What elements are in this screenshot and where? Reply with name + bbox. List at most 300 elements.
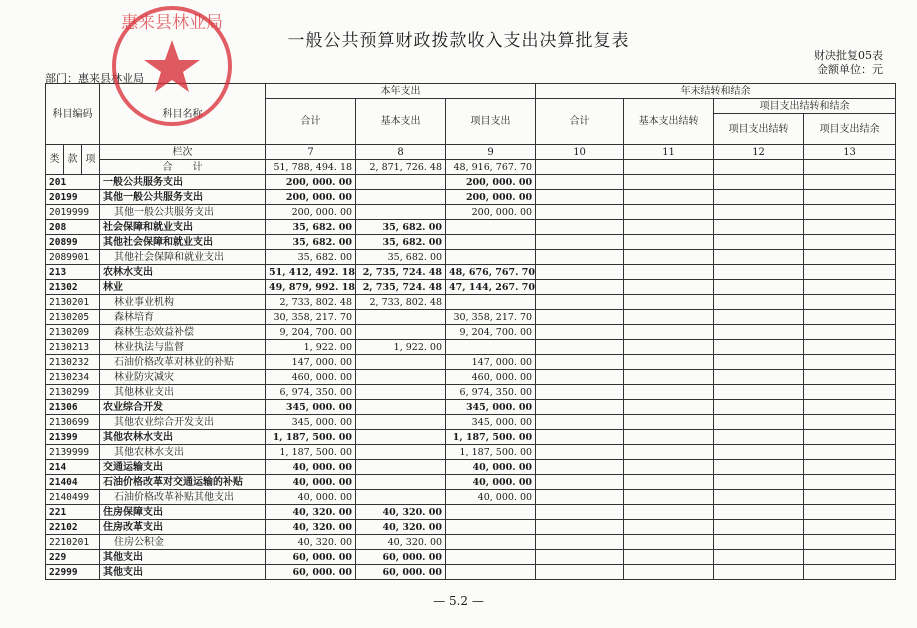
col-7: 7 xyxy=(266,145,356,160)
empty-cell xyxy=(536,565,624,580)
row-project: 1, 187, 500. 00 xyxy=(446,445,536,460)
row-name: 其他社会保障和就业支出 xyxy=(100,235,266,250)
row-code: 213 xyxy=(46,265,100,280)
empty-cell xyxy=(714,355,804,370)
row-total: 1, 187, 500. 00 xyxy=(266,430,356,445)
row-total: 60, 000. 00 xyxy=(266,550,356,565)
row-project: 200, 000. 00 xyxy=(446,205,536,220)
row-basic: 40, 320. 00 xyxy=(356,520,446,535)
row-total: 35, 682. 00 xyxy=(266,250,356,265)
form-number: 财决批复05表 xyxy=(814,49,883,62)
table-row xyxy=(46,460,896,475)
row-project: 47, 144, 267. 70 xyxy=(446,280,536,295)
empty-cell xyxy=(714,295,804,310)
row-name: 农林水支出 xyxy=(100,265,266,280)
table-row xyxy=(46,535,896,550)
grand-total-basic: 2, 871, 726. 48 xyxy=(356,160,446,175)
table-row xyxy=(46,205,896,220)
empty-cell xyxy=(536,310,624,325)
row-code: 21302 xyxy=(46,280,100,295)
table-row xyxy=(46,415,896,430)
row-total: 200, 000. 00 xyxy=(266,190,356,205)
table-row xyxy=(46,400,896,415)
table-row xyxy=(46,310,896,325)
empty-cell xyxy=(624,370,714,385)
empty-cell xyxy=(624,310,714,325)
row-code: 22999 xyxy=(46,565,100,580)
row-basic: 40, 320. 00 xyxy=(356,535,446,550)
empty-cell xyxy=(714,490,804,505)
row-basic xyxy=(356,175,446,190)
empty-cell xyxy=(536,520,624,535)
empty-cell xyxy=(804,310,896,325)
row-code: 2130232 xyxy=(46,355,100,370)
row-total: 200, 000. 00 xyxy=(266,205,356,220)
empty-cell xyxy=(804,565,896,580)
empty-cell xyxy=(624,550,714,565)
row-basic: 2, 733, 802. 48 xyxy=(356,295,446,310)
empty-cell xyxy=(714,340,804,355)
col-11: 11 xyxy=(624,145,714,160)
row-total: 345, 000. 00 xyxy=(266,415,356,430)
empty-cell xyxy=(804,205,896,220)
empty-cell xyxy=(714,400,804,415)
header-total2: 合计 xyxy=(536,99,624,145)
row-project: 48, 676, 767. 70 xyxy=(446,265,536,280)
empty-cell xyxy=(804,325,896,340)
row-name: 森林生态效益补偿 xyxy=(100,325,266,340)
table-row xyxy=(46,520,896,535)
header-basic: 基本支出 xyxy=(356,99,446,145)
empty-cell xyxy=(536,340,624,355)
empty-cell xyxy=(624,445,714,460)
table-row xyxy=(46,370,896,385)
empty-cell xyxy=(624,385,714,400)
empty-cell xyxy=(804,460,896,475)
empty-cell xyxy=(714,190,804,205)
empty-cell xyxy=(624,460,714,475)
empty-cell xyxy=(536,295,624,310)
row-total: 460, 000. 00 xyxy=(266,370,356,385)
row-project: 200, 000. 00 xyxy=(446,175,536,190)
row-name: 林业事业机构 xyxy=(100,295,266,310)
empty-cell xyxy=(624,415,714,430)
row-basic: 1, 922. 00 xyxy=(356,340,446,355)
row-total: 2, 733, 802. 48 xyxy=(266,295,356,310)
empty-cell xyxy=(804,265,896,280)
row-project xyxy=(446,220,536,235)
row-project: 6, 974, 350. 00 xyxy=(446,385,536,400)
row-total: 40, 000. 00 xyxy=(266,475,356,490)
empty-cell xyxy=(536,490,624,505)
header-kuan: 款 xyxy=(64,145,82,175)
row-name: 其他林业支出 xyxy=(100,385,266,400)
empty-cell xyxy=(536,385,624,400)
empty-cell xyxy=(536,190,624,205)
row-project xyxy=(446,235,536,250)
table-row xyxy=(46,445,896,460)
empty-cell xyxy=(714,385,804,400)
row-basic: 35, 682. 00 xyxy=(356,235,446,250)
empty-cell xyxy=(624,235,714,250)
row-project xyxy=(446,505,536,520)
empty-cell xyxy=(536,355,624,370)
empty-cell xyxy=(536,175,624,190)
row-project xyxy=(446,535,536,550)
row-total: 345, 000. 00 xyxy=(266,400,356,415)
empty-cell xyxy=(624,295,714,310)
row-project: 1, 187, 500. 00 xyxy=(446,430,536,445)
row-code: 2130234 xyxy=(46,370,100,385)
header-proj-surplus: 项目支出结余 xyxy=(804,114,896,145)
row-name: 石油价格改革对交通运输的补贴 xyxy=(100,475,266,490)
empty-cell xyxy=(714,220,804,235)
table-row xyxy=(46,490,896,505)
row-basic: 35, 682. 00 xyxy=(356,250,446,265)
empty-cell xyxy=(714,565,804,580)
empty-cell xyxy=(714,460,804,475)
row-code: 22102 xyxy=(46,520,100,535)
row-name: 其他一般公共服务支出 xyxy=(100,190,266,205)
amount-unit: 金额单位：元 xyxy=(817,63,883,76)
table-row xyxy=(46,565,896,580)
row-code: 2139999 xyxy=(46,445,100,460)
empty-cell xyxy=(536,265,624,280)
header-project-balance: 项目支出结转和结余 xyxy=(714,99,896,114)
empty-cell xyxy=(804,430,896,445)
row-code: 201 xyxy=(46,175,100,190)
empty-cell xyxy=(804,550,896,565)
row-project xyxy=(446,520,536,535)
row-basic xyxy=(356,310,446,325)
table-row xyxy=(46,190,896,205)
empty-cell xyxy=(714,280,804,295)
empty-cell xyxy=(804,190,896,205)
empty-cell xyxy=(624,175,714,190)
page-number: — 5.2 — xyxy=(433,594,484,608)
row-project: 345, 000. 00 xyxy=(446,415,536,430)
grand-total-total: 51, 788, 494. 18 xyxy=(266,160,356,175)
empty-cell xyxy=(804,220,896,235)
row-basic xyxy=(356,205,446,220)
header-total: 合计 xyxy=(266,99,356,145)
empty-cell xyxy=(804,280,896,295)
empty-cell xyxy=(804,400,896,415)
table-row xyxy=(46,430,896,445)
table-row xyxy=(46,220,896,235)
row-project xyxy=(446,340,536,355)
empty-cell xyxy=(624,475,714,490)
empty-cell xyxy=(804,445,896,460)
row-total: 6, 974, 350. 00 xyxy=(266,385,356,400)
row-name: 农业综合开发 xyxy=(100,400,266,415)
header-proj-carry: 项目支出结转 xyxy=(714,114,804,145)
row-basic xyxy=(356,430,446,445)
empty-cell xyxy=(714,250,804,265)
header-project: 项目支出 xyxy=(446,99,536,145)
empty-cell xyxy=(624,565,714,580)
table-row xyxy=(46,325,896,340)
row-name: 其他支出 xyxy=(100,550,266,565)
row-name: 住房改革支出 xyxy=(100,520,266,535)
row-basic xyxy=(356,325,446,340)
row-basic xyxy=(356,400,446,415)
row-code: 2130213 xyxy=(46,340,100,355)
row-basic: 60, 000. 00 xyxy=(356,565,446,580)
empty-cell xyxy=(804,250,896,265)
row-name: 社会保障和就业支出 xyxy=(100,220,266,235)
row-name: 其他农业综合开发支出 xyxy=(100,415,266,430)
row-basic: 60, 000. 00 xyxy=(356,550,446,565)
row-code: 2130209 xyxy=(46,325,100,340)
empty-cell xyxy=(536,505,624,520)
row-name: 一般公共服务支出 xyxy=(100,175,266,190)
row-name: 林业防灾减灾 xyxy=(100,370,266,385)
empty-cell xyxy=(536,370,624,385)
row-basic xyxy=(356,445,446,460)
row-name: 林业 xyxy=(100,280,266,295)
empty-cell xyxy=(536,280,624,295)
empty-cell xyxy=(624,355,714,370)
row-total: 35, 682. 00 xyxy=(266,235,356,250)
header-subject-code: 科目编码 xyxy=(46,84,100,145)
empty-cell xyxy=(624,520,714,535)
empty-cell xyxy=(624,400,714,415)
seal-text: 惠来县林业局 xyxy=(121,13,223,33)
empty-cell xyxy=(804,385,896,400)
row-project: 40, 000. 00 xyxy=(446,475,536,490)
table-row xyxy=(46,265,896,280)
row-basic xyxy=(356,190,446,205)
header-basic-carry: 基本支出结转 xyxy=(624,99,714,145)
row-total: 60, 000. 00 xyxy=(266,565,356,580)
row-project: 460, 000. 00 xyxy=(446,370,536,385)
row-code: 221 xyxy=(46,505,100,520)
empty-cell xyxy=(536,220,624,235)
row-project: 30, 358, 217. 70 xyxy=(446,310,536,325)
table-row xyxy=(46,250,896,265)
empty-cell xyxy=(714,310,804,325)
empty-cell xyxy=(624,220,714,235)
row-code: 214 xyxy=(46,460,100,475)
empty-cell xyxy=(624,280,714,295)
row-basic xyxy=(356,355,446,370)
grand-total-label: 合 计 xyxy=(100,160,266,175)
empty-cell xyxy=(536,475,624,490)
row-project xyxy=(446,565,536,580)
table-row xyxy=(46,505,896,520)
empty-cell xyxy=(536,415,624,430)
row-project: 40, 000. 00 xyxy=(446,490,536,505)
budget-table xyxy=(45,83,896,580)
empty-cell xyxy=(714,205,804,220)
row-name: 住房公积金 xyxy=(100,535,266,550)
row-name: 林业执法与监督 xyxy=(100,340,266,355)
empty-cell xyxy=(536,205,624,220)
empty-cell xyxy=(624,505,714,520)
row-basic xyxy=(356,475,446,490)
col-10: 10 xyxy=(536,145,624,160)
row-total: 9, 204, 700. 00 xyxy=(266,325,356,340)
empty-cell xyxy=(804,535,896,550)
row-name: 其他农林水支出 xyxy=(100,430,266,445)
empty-cell xyxy=(804,355,896,370)
row-total: 40, 000. 00 xyxy=(266,460,356,475)
row-total: 49, 879, 992. 18 xyxy=(266,280,356,295)
empty-cell xyxy=(714,325,804,340)
row-project xyxy=(446,550,536,565)
col-13: 13 xyxy=(804,145,896,160)
row-name: 石油价格改革对林业的补贴 xyxy=(100,355,266,370)
table-body xyxy=(46,175,896,580)
header-xiang: 项 xyxy=(82,145,100,175)
empty-cell xyxy=(624,535,714,550)
row-code: 21306 xyxy=(46,400,100,415)
row-basic xyxy=(356,415,446,430)
row-code: 2140499 xyxy=(46,490,100,505)
row-code: 21399 xyxy=(46,430,100,445)
row-basic: 2, 735, 724. 48 xyxy=(356,280,446,295)
row-total: 200, 000. 00 xyxy=(266,175,356,190)
empty-cell xyxy=(714,175,804,190)
row-name: 交通运输支出 xyxy=(100,460,266,475)
row-name: 其他一般公共服务支出 xyxy=(100,205,266,220)
empty-cell xyxy=(624,250,714,265)
row-total: 30, 358, 217. 70 xyxy=(266,310,356,325)
header-year-end: 年末结转和结余 xyxy=(536,84,896,99)
row-code: 21404 xyxy=(46,475,100,490)
row-name: 其他支出 xyxy=(100,565,266,580)
row-code: 208 xyxy=(46,220,100,235)
empty-cell xyxy=(536,430,624,445)
row-basic xyxy=(356,385,446,400)
empty-cell xyxy=(714,445,804,460)
grand-total-project: 48, 916, 767. 70 xyxy=(446,160,536,175)
empty-cell xyxy=(624,190,714,205)
empty-cell xyxy=(804,490,896,505)
empty-cell xyxy=(804,340,896,355)
row-code: 2019999 xyxy=(46,205,100,220)
empty-cell xyxy=(804,520,896,535)
row-name: 住房保障支出 xyxy=(100,505,266,520)
row-code: 20199 xyxy=(46,190,100,205)
row-name: 其他农林水支出 xyxy=(100,445,266,460)
empty-cell xyxy=(536,460,624,475)
row-project xyxy=(446,295,536,310)
row-total: 40, 320. 00 xyxy=(266,520,356,535)
row-code: 2130201 xyxy=(46,295,100,310)
row-basic xyxy=(356,490,446,505)
col-9: 9 xyxy=(446,145,536,160)
empty-cell xyxy=(804,505,896,520)
table-row xyxy=(46,280,896,295)
table-row xyxy=(46,175,896,190)
row-project: 147, 000. 00 xyxy=(446,355,536,370)
empty-cell xyxy=(714,265,804,280)
empty-cell xyxy=(714,475,804,490)
empty-cell xyxy=(714,415,804,430)
row-total: 35, 682. 00 xyxy=(266,220,356,235)
row-name: 其他社会保障和就业支出 xyxy=(100,250,266,265)
empty-cell xyxy=(714,235,804,250)
row-name: 森林培育 xyxy=(100,310,266,325)
empty-cell xyxy=(714,370,804,385)
department-label: 部门：惠来县林业局 xyxy=(45,72,144,85)
row-total: 147, 000. 00 xyxy=(266,355,356,370)
row-code: 2130699 xyxy=(46,415,100,430)
row-code: 20899 xyxy=(46,235,100,250)
empty-cell xyxy=(536,550,624,565)
table-row xyxy=(46,340,896,355)
empty-cell xyxy=(624,430,714,445)
empty-cell xyxy=(714,505,804,520)
row-code: 2210201 xyxy=(46,535,100,550)
empty-cell xyxy=(536,235,624,250)
row-project: 345, 000. 00 xyxy=(446,400,536,415)
table-row xyxy=(46,385,896,400)
empty-cell xyxy=(536,535,624,550)
col-12: 12 xyxy=(714,145,804,160)
empty-cell xyxy=(804,475,896,490)
table-row xyxy=(46,295,896,310)
row-basic xyxy=(356,370,446,385)
table-row xyxy=(46,355,896,370)
row-project: 40, 000. 00 xyxy=(446,460,536,475)
row-project xyxy=(446,250,536,265)
empty-cell xyxy=(624,340,714,355)
empty-cell xyxy=(804,235,896,250)
empty-cell xyxy=(714,430,804,445)
empty-cell xyxy=(804,415,896,430)
row-total: 40, 320. 00 xyxy=(266,505,356,520)
row-basic xyxy=(356,460,446,475)
empty-cell xyxy=(624,205,714,220)
header-column-index: 栏次 xyxy=(100,145,266,160)
official-seal-icon xyxy=(108,2,236,130)
empty-cell xyxy=(714,550,804,565)
row-code: 2089901 xyxy=(46,250,100,265)
row-code: 2130299 xyxy=(46,385,100,400)
empty-cell xyxy=(714,535,804,550)
row-name: 石油价格改革补贴其他支出 xyxy=(100,490,266,505)
row-project: 9, 204, 700. 00 xyxy=(446,325,536,340)
document-title: 一般公共预算财政拨款收入支出决算批复表 xyxy=(287,31,630,51)
row-total: 51, 412, 492. 18 xyxy=(266,265,356,280)
row-basic: 40, 320. 00 xyxy=(356,505,446,520)
table-row xyxy=(46,235,896,250)
empty-cell xyxy=(624,490,714,505)
row-project: 200, 000. 00 xyxy=(446,190,536,205)
row-total: 1, 187, 500. 00 xyxy=(266,445,356,460)
empty-cell xyxy=(804,175,896,190)
col-8: 8 xyxy=(356,145,446,160)
empty-cell xyxy=(536,325,624,340)
empty-cell xyxy=(714,520,804,535)
row-code: 229 xyxy=(46,550,100,565)
empty-cell xyxy=(536,250,624,265)
header-subject-name: 科目名称 xyxy=(100,84,266,145)
row-code: 2130205 xyxy=(46,310,100,325)
row-total: 40, 320. 00 xyxy=(266,535,356,550)
empty-cell xyxy=(624,265,714,280)
empty-cell xyxy=(804,295,896,310)
empty-cell xyxy=(804,370,896,385)
table-row xyxy=(46,475,896,490)
empty-cell xyxy=(536,400,624,415)
table-row xyxy=(46,550,896,565)
row-total: 1, 922. 00 xyxy=(266,340,356,355)
row-total: 40, 000. 00 xyxy=(266,490,356,505)
